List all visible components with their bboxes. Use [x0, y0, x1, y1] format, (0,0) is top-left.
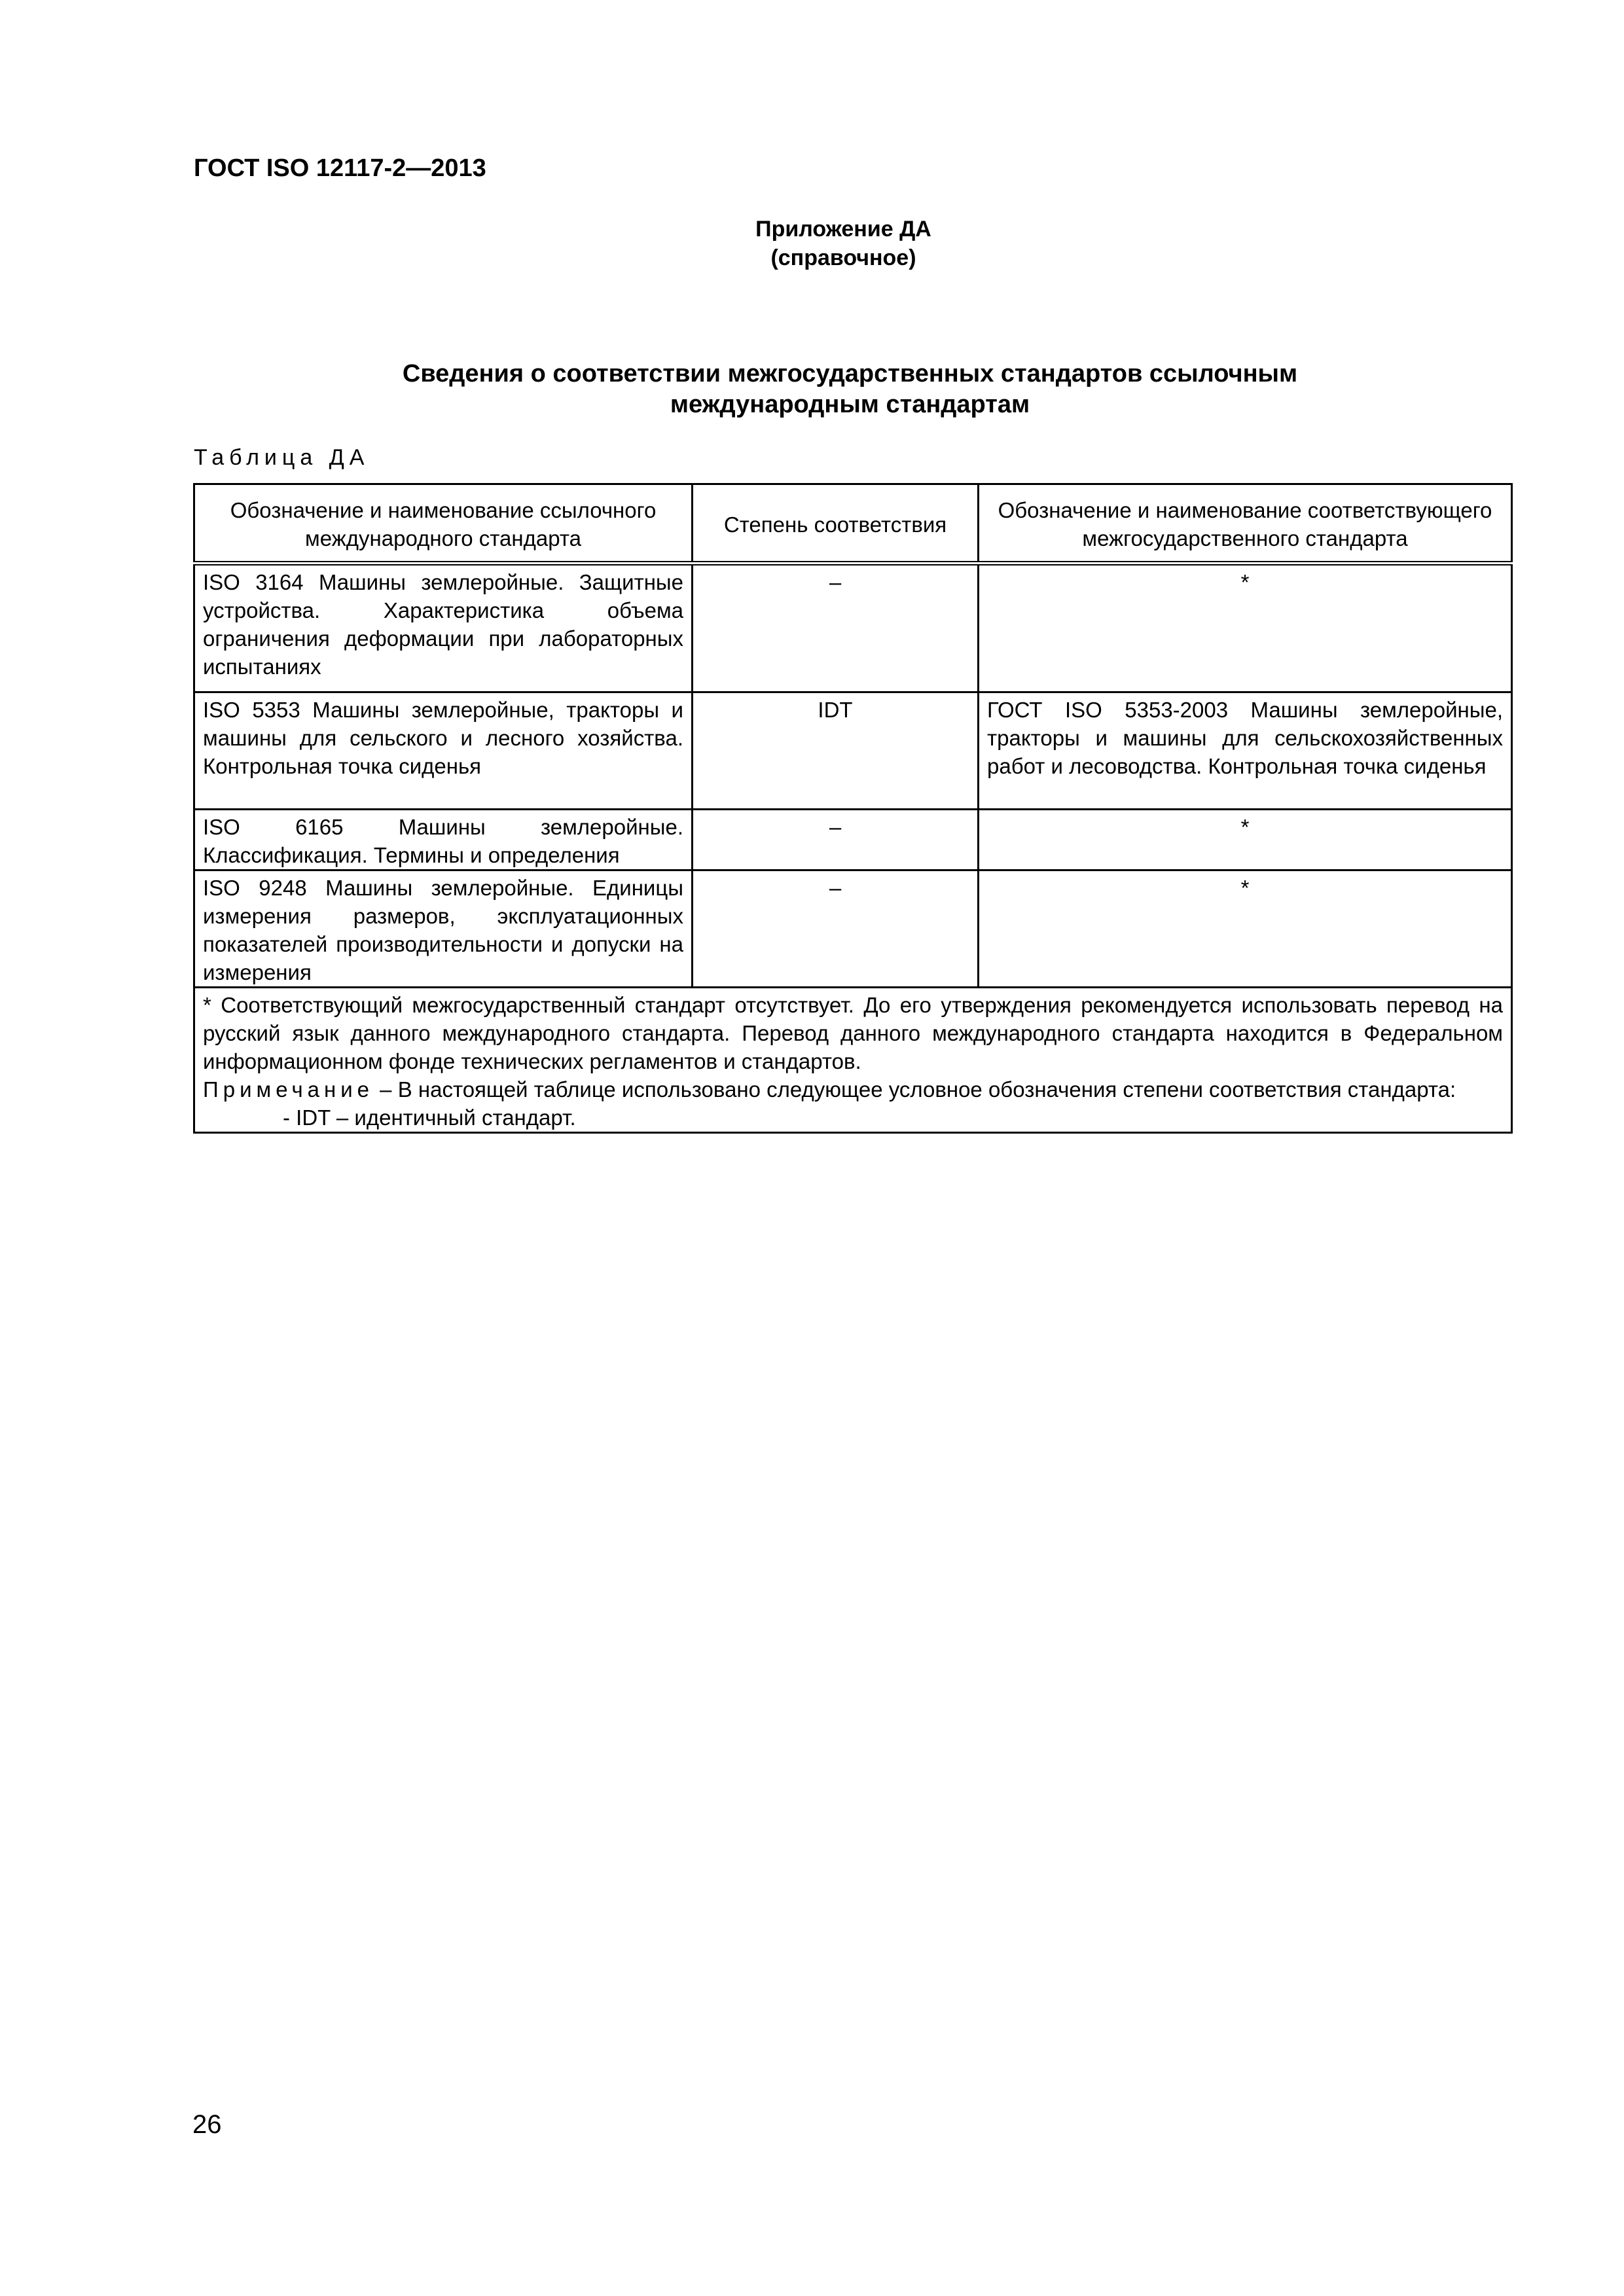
note-paragraph	[203, 1075, 1503, 1103]
note-item: - IDT – идентичный стандарт.	[283, 1105, 576, 1130]
cell-interstate-standard: ГОСТ ISO 5353-2003 Машины землеройные, тракторы и машины для сельскохозяйственных работ и лесоводства. Контрольная точка сиденья	[979, 692, 1512, 810]
section-title-line-2: международным стандартам	[670, 391, 1030, 418]
section-title-line-1: Сведения о соответствии межгосударственных стандартов ссылочным	[402, 360, 1298, 387]
cell-degree: –	[693, 870, 979, 988]
table-row	[194, 870, 1512, 988]
header-interstate-standard: Обозначение и наименование соответствующего межгосударственного стандарта	[979, 484, 1512, 564]
cell-international-standard: ISO 5353 Машины землеройные, тракторы и машины для сельского и лесного хозяйства. Контрольная точка сиденья	[194, 692, 693, 810]
page-number: 26	[192, 2110, 222, 2139]
document-code: ГОСТ ISO 12117-2—2013	[194, 154, 486, 182]
note-label: Примечание	[203, 1077, 374, 1102]
appendix-heading	[194, 215, 1493, 272]
cell-international-standard: ISO 6165 Машины землеройные. Классификация. Термины и определения	[194, 810, 693, 870]
cell-interstate-standard: *	[979, 810, 1512, 870]
table-header-row	[194, 484, 1512, 564]
table-notes-row	[194, 988, 1512, 1133]
cell-interstate-standard: *	[979, 870, 1512, 988]
cell-degree: –	[693, 810, 979, 870]
table-notes	[194, 988, 1512, 1133]
header-international-standard: Обозначение и наименование ссылочного международного стандарта	[194, 484, 693, 564]
section-title	[194, 359, 1506, 420]
table-row	[194, 564, 1512, 692]
cell-interstate-standard: *	[979, 564, 1512, 692]
header-degree-of-correspondence: Степень соответствия	[693, 484, 979, 564]
footnote-text: * Соответствующий межгосударственный стандарт отсутствует. До его утверждения рекомендуется использовать перевод на русский язык данного международного стандарта. Перевод данного международного стандарта находится в Федеральном информационном фонде технических регламентов и стандартов.	[203, 993, 1503, 1073]
cell-international-standard: ISO 9248 Машины землеройные. Единицы измерения размеров, эксплуатационных показателей производительности и допуски на измерения	[194, 870, 693, 988]
cell-degree: IDT	[693, 692, 979, 810]
table-row	[194, 810, 1512, 870]
correspondence-table	[193, 483, 1513, 1134]
appendix-kind: (справочное)	[770, 245, 916, 270]
cell-degree: –	[693, 564, 979, 692]
note-text: – В настоящей таблице использовано следующее условное обозначения степени соответствия стандарта:	[374, 1077, 1456, 1102]
cell-international-standard: ISO 3164 Машины землеройные. Защитные устройства. Характеристика объема ограничения деформации при лабораторных испытаниях	[194, 564, 693, 692]
appendix-title: Приложение ДА	[755, 217, 931, 242]
table-caption: Таблица ДА	[194, 445, 370, 470]
table-row	[194, 692, 1512, 810]
